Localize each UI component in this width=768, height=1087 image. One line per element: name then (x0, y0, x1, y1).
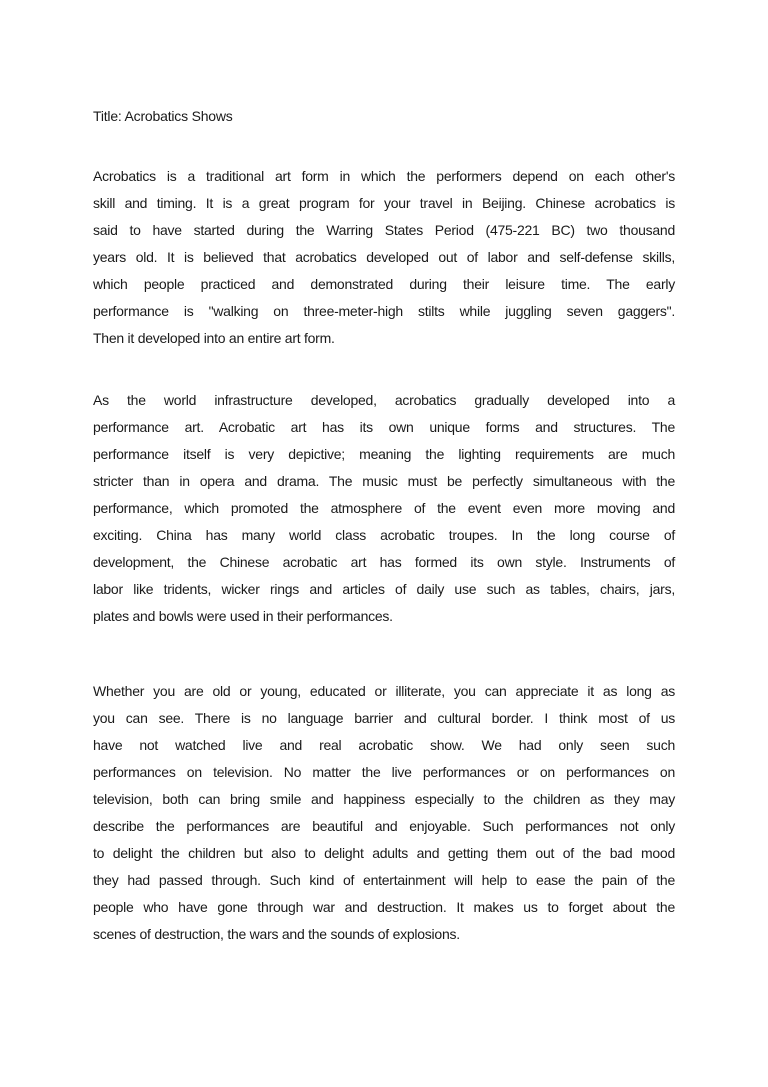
text-line: labor like tridents, wicker rings and articles of daily use such as tables, chairs, jars, (93, 581, 675, 597)
text-line: plates and bowls were used in their performances. (93, 608, 393, 624)
text-line: performance, which promoted the atmosphere of the event even more moving and (93, 500, 675, 516)
text-line: exciting. China has many world class acrobatic troupes. In the long course of (93, 527, 675, 543)
text-line: have not watched live and real acrobatic show. We had only seen such (93, 737, 675, 753)
text-line: performance itself is very depictive; meaning the lighting requirements are much (93, 446, 675, 462)
text-line: As the world infrastructure developed, acrobatics gradually developed into a (93, 392, 675, 408)
paragraph-3 (93, 683, 675, 953)
text-line: people who have gone through war and destruction. It makes us to forget about the (93, 899, 675, 915)
text-line: describe the performances are beautiful and enjoyable. Such performances not only (93, 818, 675, 834)
text-line: you can see. There is no language barrier and cultural border. I think most of us (93, 710, 675, 726)
text-line: television, both can bring smile and happiness especially to the children as they may (93, 791, 675, 807)
text-line: skill and timing. It is a great program for your travel in Beijing. Chinese acrobatics is (93, 195, 675, 211)
text-line: scenes of destruction, the wars and the sounds of explosions. (93, 926, 460, 942)
text-line: stricter than in opera and drama. The music must be perfectly simultaneous with the (93, 473, 675, 489)
text-line: they had passed through. Such kind of entertainment will help to ease the pain of the (93, 872, 675, 888)
text-line: development, the Chinese acrobatic art has formed its own style. Instruments of (93, 554, 675, 570)
text-line: Whether you are old or young, educated or illiterate, you can appreciate it as long as (93, 683, 675, 699)
text-line: Acrobatics is a traditional art form in which the performers depend on each other's (93, 168, 675, 184)
text-line: years old. It is believed that acrobatics developed out of labor and self-defense skills, (93, 249, 675, 265)
text-line: performances on television. No matter the live performances or on performances on (93, 764, 675, 780)
text-line: Then it developed into an entire art form. (93, 330, 335, 346)
text-line: performance is "walking on three-meter-high stilts while juggling seven gaggers". (93, 303, 675, 319)
text-line: which people practiced and demonstrated during their leisure time. The early (93, 276, 675, 292)
paragraph-2 (93, 392, 675, 635)
paragraph-1 (93, 168, 675, 357)
document-title: Title: Acrobatics Shows (93, 108, 233, 124)
text-line: said to have started during the Warring States Period (475-221 BC) two thousand (93, 222, 675, 238)
text-line: performance art. Acrobatic art has its own unique forms and structures. The (93, 419, 675, 435)
text-line: to delight the children but also to delight adults and getting them out of the bad mood (93, 845, 675, 861)
